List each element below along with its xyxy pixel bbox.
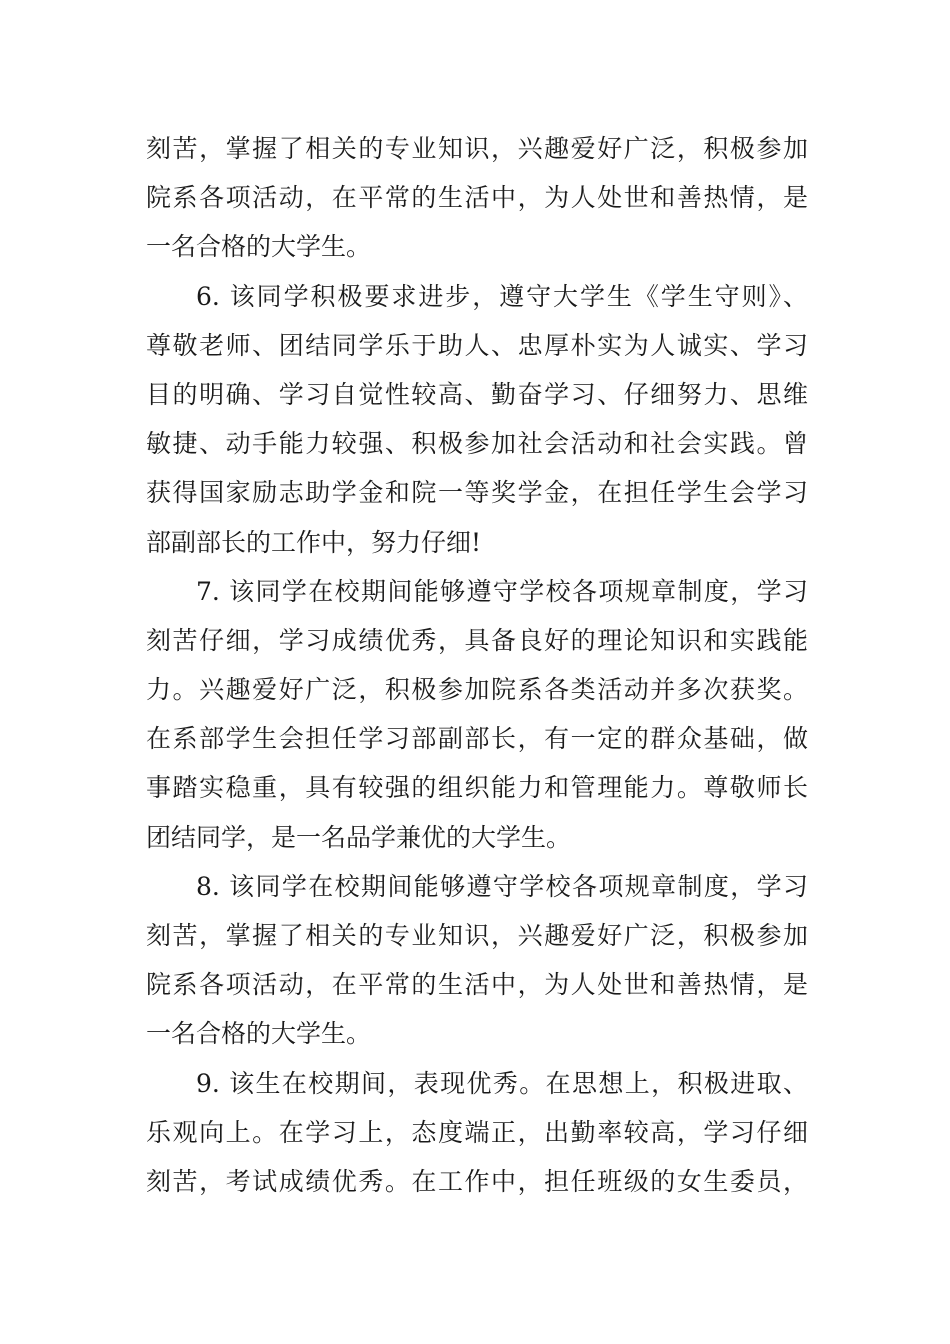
text-line: 6. 该同学积极要求进步，遵守大学生《学生守则》、: [196, 281, 808, 311]
text-line: 9. 该生在校期间，表现优秀。在思想上，积极进取、: [196, 1068, 808, 1098]
text-line: 刻苦，掌握了相关的专业知识，兴趣爱好广泛，积极参加: [146, 134, 808, 163]
paragraph-p8: [146, 862, 808, 1059]
paragraph-p6: [146, 272, 808, 567]
text-line: 8. 该同学在校期间能够遵守学校各项规章制度，学习: [196, 871, 808, 901]
text-line: 刻苦仔细，学习成绩优秀，具备良好的理论知识和实践能: [146, 625, 808, 655]
text-line: 乐观向上。在学习上，态度端正，出勤率较高，学习仔细: [146, 1117, 808, 1147]
document-body: [146, 124, 808, 1206]
text-line: 院系各项活动，在平常的生活中，为人处世和善热情，是: [146, 970, 808, 1000]
text-line: 一名合格的大学生。: [146, 1019, 372, 1049]
text-line: 事踏实稳重，具有较强的组织能力和管理能力。尊敬师长: [146, 773, 808, 803]
text-line: 尊敬老师、团结同学乐于助人、忠厚朴实为人诚实、学习: [146, 330, 808, 360]
text-line: 团结同学，是一名品学兼优的大学生。: [146, 822, 572, 852]
paragraph-p9: [146, 1059, 808, 1207]
text-line: 刻苦，掌握了相关的专业知识，兴趣爱好广泛，积极参加: [146, 921, 808, 950]
text-line: 院系各项活动，在平常的生活中，为人处世和善热情，是: [146, 183, 808, 213]
text-line: 一名合格的大学生。: [146, 232, 372, 262]
text-line: 7. 该同学在校期间能够遵守学校各项规章制度，学习: [196, 576, 808, 606]
text-line: 获得国家励志助学金和院一等奖学金，在担任学生会学习: [146, 478, 808, 508]
text-line: 力。兴趣爱好广泛，积极参加院系各类活动并多次获奖。: [146, 675, 808, 705]
paragraph-p5_tail: [146, 124, 808, 272]
paragraph-p7: [146, 567, 808, 862]
text-line: 目的明确、学习自觉性较高、勤奋学习、仔细努力、思维: [146, 379, 808, 409]
text-line: 敏捷、动手能力较强、积极参加社会活动和社会实践。曾: [146, 429, 808, 459]
text-line: 刻苦，考试成绩优秀。在工作中，担任班级的女生委员，: [146, 1166, 808, 1196]
text-line: 部副部长的工作中，努力仔细!: [146, 527, 482, 557]
text-line: 在系部学生会担任学习部副部长，有一定的群众基础，做: [146, 724, 808, 754]
